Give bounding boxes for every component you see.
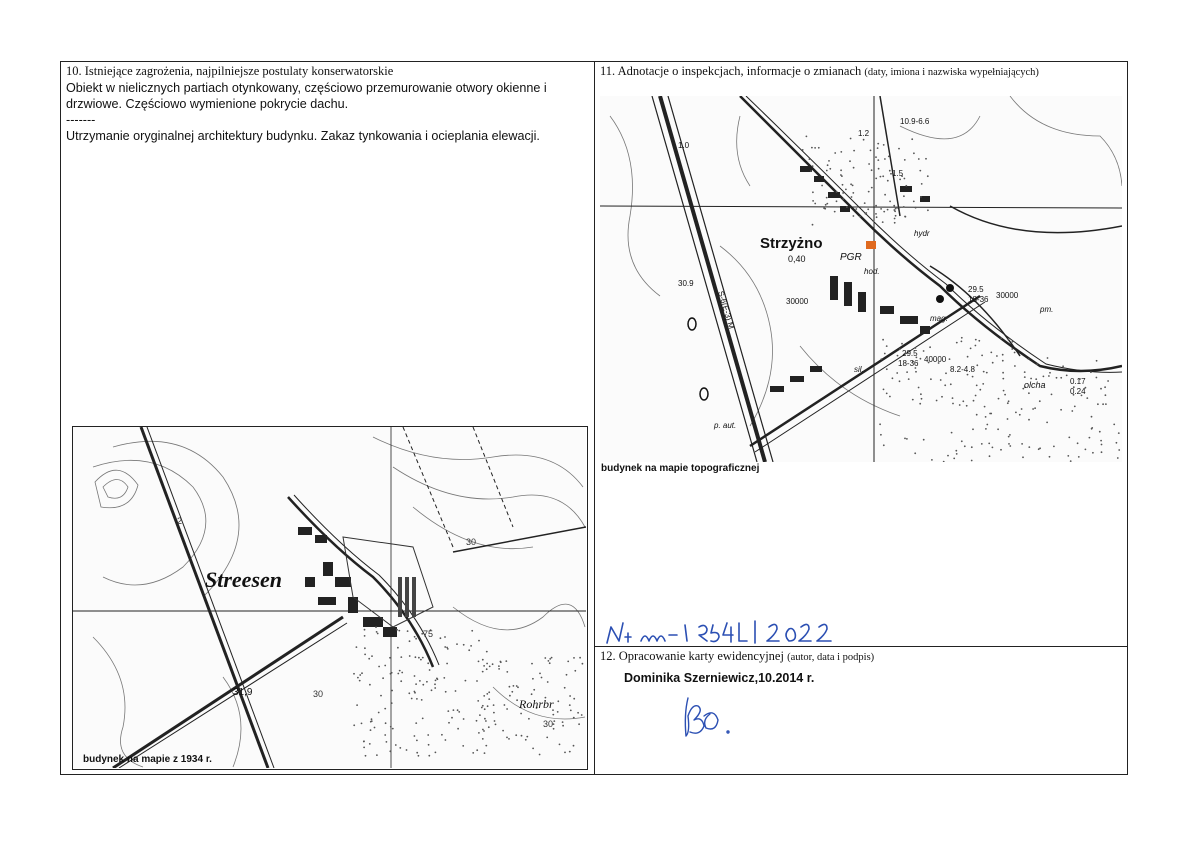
section-10-text-1: Obiekt w nielicznych partiach otynkowany, częściowo przemurowanie otwory okienne i drzwiowe. Częściowo wymienione pokrycie dachu. (66, 81, 547, 111)
map-1934-town-label: Streesen (205, 567, 282, 592)
topo-295a-label: 29.5 (968, 285, 984, 294)
section-10-heading: 10. Istniejące zagrożenia, najpilniejsze postulaty konserwatorskie (66, 64, 394, 78)
topo-040-label: 0,40 (788, 254, 806, 264)
topo-road-label: S-6(E-3) M (716, 289, 737, 331)
topo-017-label: 0.17 (1070, 377, 1086, 386)
topo-sil-label: sil. (854, 365, 864, 374)
map-1934-drawing (73, 427, 586, 768)
topo-024-label: 0.24 (1070, 387, 1086, 396)
topo-olcha-label: olcha (1024, 380, 1046, 390)
topo-marker-a (946, 284, 954, 292)
topo-hydr-label: hydr (914, 229, 930, 238)
topo-40000-label: 40000 (924, 355, 947, 364)
orchard-hatching (398, 577, 416, 617)
section-12-heading (600, 649, 874, 664)
topo-30000a-label: 30000 (786, 297, 809, 306)
topo-hod-label: hod. (864, 267, 880, 276)
topo-8248-label: 8.2-4.8 (950, 365, 975, 374)
section-11-title: 11. Adnotacje o inspekcjach, informacje o zmianach (600, 64, 862, 78)
map-topographic-drawing (600, 96, 1122, 462)
map-1934-elev-label: 31,9 (233, 687, 253, 698)
map-topographic-caption: budynek na mapie topograficznej (601, 463, 760, 474)
map-topographic (600, 96, 1122, 462)
topo-309-label: 30.9 (678, 279, 694, 288)
map-1934-num2: 2 (177, 516, 183, 526)
section-10-separator: ------- (66, 113, 96, 127)
topo-1836b-label: 18-36 (898, 359, 919, 368)
map-1934-num30b: 30 (313, 689, 324, 699)
topo-mag-label: mag. (930, 314, 948, 323)
topo-109-label: 10.9-6.6 (900, 117, 930, 126)
topo-15-label: 1.5 (892, 169, 904, 178)
section-12-note: (autor, data i podpis) (787, 652, 875, 663)
map-1934-num75: 75 (423, 629, 434, 639)
author-line: Dominika Szerniewicz,10.2014 r. (624, 671, 815, 685)
column-divider (594, 61, 595, 775)
topo-pgr-label: PGR (840, 252, 862, 263)
topo-town-label: Strzyżno (760, 235, 823, 252)
topo-30000b-label: 30000 (996, 291, 1019, 300)
topo-12-label: 1.2 (858, 129, 870, 138)
map-1934 (72, 426, 588, 770)
signature (674, 696, 744, 740)
highlighted-building (866, 241, 876, 249)
topo-pm-label: pm. (1040, 305, 1054, 314)
topo-10-label: 1.0 (678, 141, 690, 150)
section-10-text-2: Utrzymanie oryginalnej architektury budynku. Zakaz tynkowania i ocieplania elewacji. (66, 129, 540, 143)
map-1934-num30c: 30 (543, 719, 554, 729)
topo-marker-b (936, 295, 944, 303)
map-1934-caption: budynek na mapie z 1934 r. (83, 754, 212, 765)
section-12-title: 12. Opracowanie karty ewidencyjnej (600, 649, 784, 663)
inventory-number-handwriting (605, 615, 855, 647)
map-1934-num30a: 30 (466, 537, 477, 547)
map-1934-rohr-label: Rohrbr (519, 697, 554, 711)
topo-295b-label: 29.5 (902, 349, 918, 358)
section-11-heading (600, 64, 1039, 79)
topo-1836a-label: 18-36 (968, 295, 989, 304)
topo-paut-label: p. aut. (714, 421, 737, 430)
section-11-note: (daty, imiona i nazwiska wypełniających) (864, 67, 1039, 78)
